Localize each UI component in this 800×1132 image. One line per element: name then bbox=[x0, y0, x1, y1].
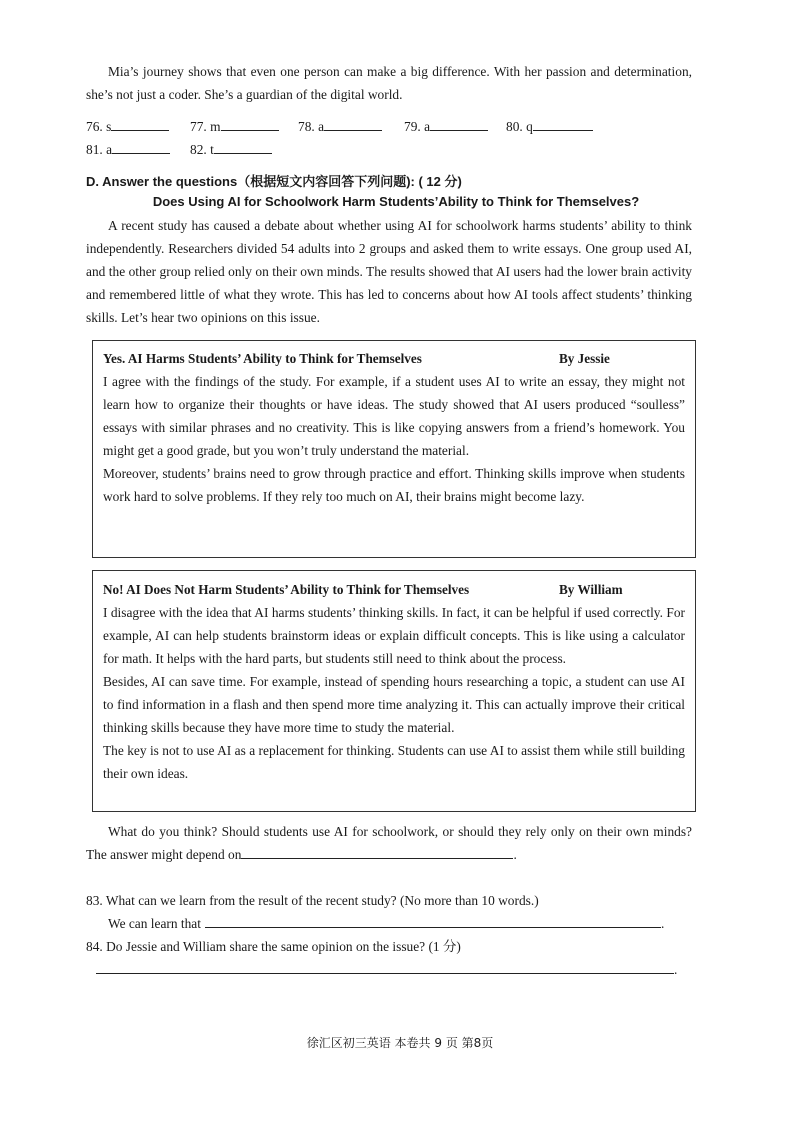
jessie-heading: Yes. AI Harms Students’ Ability to Think for Themselves bbox=[103, 351, 422, 366]
jessie-paragraph-2: Moreover, students’ brains need to grow through practice and effort. Thinking skills improve when students work hard to solve problems. If they rely too much on AI, their brains might become lazy. bbox=[103, 466, 685, 504]
page-footer: 徐汇区初三英语 本卷共 9 页 第8页 bbox=[306, 1036, 494, 1050]
jessie-paragraph-1: I agree with the findings of the study. For example, if a student uses AI to write an essay, they might not learn how to organize their thoughts or have ideas. The study showed that AI users produced “soulless” essays with similar phrases and no creativity. This is like copying answers from a friend’s homework. You might get a good grade, but you won’t truly understand the material. bbox=[103, 374, 685, 458]
closing-text: What do you think? Should students use AI for schoolwork, or should they rely only on their own minds? The answer might depend on bbox=[86, 824, 692, 862]
blank-80[interactable]: 80. q bbox=[506, 116, 593, 135]
william-paragraph-3: The key is not to use AI as a replacement for thinking. Students can use AI to assist them while still building their own ideas. bbox=[103, 743, 685, 781]
intro-paragraph: Mia’s journey shows that even one person can make a big difference. With her passion and determination, she’s not just a coder. She’s a guardian of the digital world. bbox=[86, 64, 692, 102]
blank-76[interactable]: 76. s bbox=[86, 116, 169, 135]
william-heading: No! AI Does Not Harm Students’ Ability to Think for Themselves bbox=[103, 582, 470, 597]
blank-82[interactable]: 82. t bbox=[190, 139, 272, 158]
question-84 bbox=[86, 935, 696, 981]
question-83 bbox=[86, 889, 696, 935]
william-heading-row bbox=[103, 578, 685, 601]
question-84-end: . bbox=[674, 962, 678, 977]
william-paragraph-1: I disagree with the idea that AI harms students’ thinking skills. In fact, it can be helpful if used correctly. For example, AI can help students brainstorm ideas or explain difficult concepts. This is like using a calculator for math. It helps with the hard parts, but students still need to think about the process. bbox=[103, 605, 685, 666]
question-84-answer-line[interactable] bbox=[96, 959, 674, 974]
jessie-heading-row bbox=[103, 347, 685, 370]
jessie-byline: By Jessie bbox=[559, 351, 610, 366]
article-intro: A recent study has caused a debate about whether using AI for schoolwork harms students’ ability to think independently. Researchers divided 54 adults into 2 groups and asked them to write essays. One group used AI, and the other group relied only on their own minds. The results showed that AI users had the lower brain activity and remembered little of what they wrote. This has led to concerns about how AI tools affect students’ thinking skills. Let’s hear two opinions on this issue. bbox=[86, 218, 692, 325]
jessie-opinion-box bbox=[92, 340, 696, 558]
blank-79[interactable]: 79. a bbox=[404, 116, 488, 135]
blank-81[interactable]: 81. a bbox=[86, 139, 170, 158]
article-title: Does Using AI for Schoolwork Harm Students’Ability to Think for Themselves? bbox=[152, 194, 640, 209]
blanks-row-1 bbox=[86, 116, 692, 136]
question-83-end: . bbox=[660, 916, 665, 931]
section-heading: D. Answer the questions（根据短文内容回答下列问题): ( 12 分) bbox=[86, 174, 462, 189]
closing-paragraph bbox=[86, 820, 692, 866]
question-83-lead: We can learn that bbox=[108, 916, 201, 931]
question-84-prompt: 84. Do Jessie and William share the same opinion on the issue? (1 分) bbox=[86, 939, 461, 954]
william-byline: By William bbox=[559, 582, 623, 597]
question-83-answer-row bbox=[86, 912, 696, 935]
question-83-prompt: 83. What can we learn from the result of the recent study? (No more than 10 words.) bbox=[86, 893, 539, 908]
blank-78[interactable]: 78. a bbox=[298, 116, 382, 135]
blank-77[interactable]: 77. m bbox=[190, 116, 279, 135]
blanks-row-2 bbox=[86, 139, 692, 159]
closing-answer-line[interactable] bbox=[241, 844, 513, 859]
question-83-answer-line[interactable] bbox=[205, 913, 661, 928]
william-opinion-box bbox=[92, 570, 696, 812]
question-84-answer-row bbox=[86, 958, 696, 981]
william-paragraph-2: Besides, AI can save time. For example, instead of spending hours researching a topic, a student can use AI to find information in a flash and then spend more time analyzing it. This can actually improve their critical thinking skills because they have more time to study the material. bbox=[103, 674, 685, 735]
closing-end: . bbox=[513, 847, 517, 862]
